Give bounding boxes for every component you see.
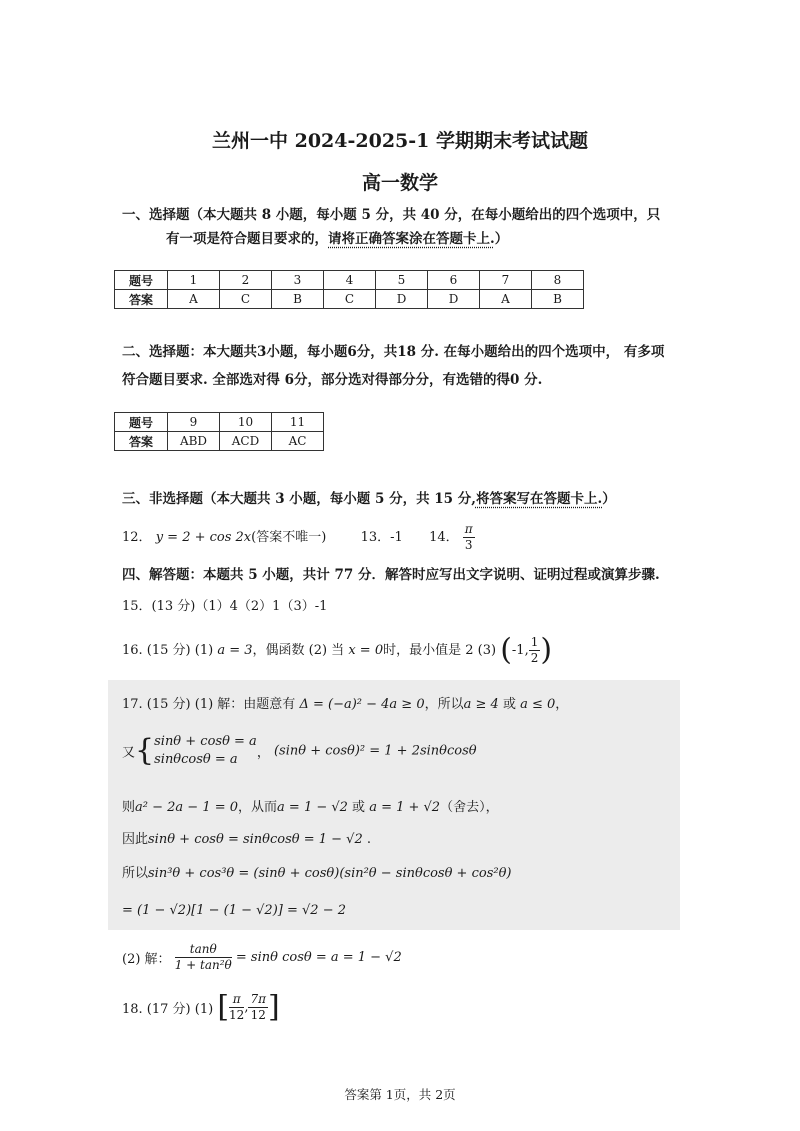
q12-number: 12． <box>122 530 152 545</box>
table-cell: 10 <box>220 413 272 432</box>
q18-a-numerator: π <box>229 992 244 1008</box>
section3-dotted: 将答案写在答题卡上. <box>475 491 603 507</box>
q16-interval-left: -1, <box>511 643 529 658</box>
page-footer: 答案第 1页，共 2页 <box>344 1087 456 1102</box>
q17-line5-prefix: 所以 <box>122 866 149 881</box>
table-cell: 5 <box>376 271 428 290</box>
q17-part2-prefix: (2) 解： <box>122 952 171 967</box>
q17-root2: a = 1 + √2 <box>369 800 441 815</box>
q17-identity: (sinθ + cosθ)² = 1 + 2sinθcosθ <box>273 743 477 759</box>
q14-denominator: 3 <box>464 538 473 552</box>
table-cell: 3 <box>272 271 324 290</box>
q17-system-eq1: sinθ + cosθ = a <box>154 734 257 749</box>
table-cell: 9 <box>168 413 220 432</box>
table-cell: 8 <box>532 271 584 290</box>
q17-line3 <box>122 796 499 815</box>
table-cell: B <box>272 290 324 309</box>
q16-answer: 16. (15 分) (1) a = 3，偶函数 (2) 当 x = 0时，最小值是 2 (3) (-1, $\frac{1}{2}$ ) <box>122 632 553 668</box>
q16-a: a = 3 <box>217 643 253 658</box>
section1-heading-line2 <box>166 227 508 247</box>
q17-line4 <box>122 828 371 847</box>
q15-answer: 15．(13 分)（1）4（2）1（3）-1 <box>122 599 328 614</box>
section3-heading <box>122 487 616 507</box>
section2-heading-line1: 二、选择题：本大题共3小题，每小题6分，共18 分. 在每小题给出的四个选项中， 有多项 <box>122 344 665 360</box>
q17-part2-rest: = sinθ cosθ = a = 1 − √2 <box>231 950 402 965</box>
q17-discriminant: Δ = (−a)² − 4a ≥ 0 <box>299 697 425 712</box>
table-cell: B <box>532 290 584 309</box>
q16-x: x = 0 <box>348 643 384 658</box>
table-cell: 2 <box>220 271 272 290</box>
section1-line2-plain: 有一项是符合题目要求的， <box>166 231 328 247</box>
q18-fraction-b <box>248 992 268 1023</box>
q17-part2-numerator: tanθ <box>175 942 232 958</box>
table-cell: ABD <box>168 432 220 451</box>
q17-line5-expr: sin³θ + cos³θ = (sinθ + cosθ)(sin²θ − sinθcosθ + cos²θ) <box>148 866 512 881</box>
q18-answer: 18. (17 分) (1) [ $\frac{\pi}{12}$ , $\frac{7\pi}{12}$ ] <box>122 989 280 1025</box>
q16-prefix: 16. (15 分) (1) <box>122 643 214 658</box>
q17-line4-expr: sinθ + cosθ = sinθcosθ = 1 − √2 <box>148 832 363 847</box>
table-cell: ACD <box>220 432 272 451</box>
q17-line1-prefix: 17. (15 分) (1) 解：由题意有 <box>122 697 296 712</box>
table-cell: 6 <box>428 271 480 290</box>
q17-cond2: a ≤ 0 <box>520 697 556 712</box>
q17-line4-prefix: 因此 <box>122 832 149 847</box>
q17-part2 <box>122 942 402 973</box>
q16-numerator: 1 <box>530 635 539 649</box>
table-cell: C <box>324 290 376 309</box>
answer-table-1 <box>114 270 584 309</box>
table-cell: 7 <box>480 271 532 290</box>
q14-fraction <box>463 522 475 553</box>
q17-or2: 或 <box>347 800 370 815</box>
q16-tail: 时，最小值是 2 (3) <box>383 643 497 658</box>
table-row <box>115 271 584 290</box>
table-cell: 1 <box>168 271 220 290</box>
q17-or1: 或 <box>498 697 521 712</box>
q12-note: (答案不唯一) <box>251 530 327 545</box>
table-cell: AC <box>272 432 324 451</box>
q13-answer: 13．-1 <box>360 530 403 545</box>
section1-line2-end: ） <box>494 231 509 247</box>
table-cell: A <box>480 290 532 309</box>
q17-system-eq2: sinθcosθ = a <box>154 752 238 767</box>
q17-part2-fraction <box>175 942 232 973</box>
table-row <box>115 432 324 451</box>
q16-mid: ，偶函数 (2) 当 <box>252 643 345 658</box>
q17-line1 <box>122 693 568 712</box>
table-header-cell: 答案 <box>115 432 168 451</box>
q16-denominator: 2 <box>530 651 539 665</box>
section2-heading-line2: 符合题目要求. 全部选对得 6分，部分选对得部分分，有选错的得0 分. <box>122 372 543 388</box>
q17-line1-end: ， <box>555 697 569 712</box>
q18-a-denominator: 12 <box>229 1008 245 1022</box>
section3-plain: 三、非选择题（本大题共 3 小题，每小题 5 分，共 15 分, <box>122 491 476 507</box>
q18-b-numerator: 7π <box>250 992 266 1006</box>
table-header-cell: 题号 <box>115 271 168 290</box>
q17-line3-prefix: 则 <box>122 800 136 815</box>
q14-numerator: π <box>464 522 473 536</box>
q17-line5 <box>122 862 511 881</box>
q17-sys-comma: ， <box>256 745 270 761</box>
q18-prefix: 18. (17 分) (1) <box>122 1002 214 1017</box>
q17-line1-mid: ，所以 <box>424 697 464 712</box>
page-subtitle: 高一数学 <box>361 172 438 194</box>
q17-quadratic: a² − 2a − 1 = 0 <box>135 800 239 815</box>
table-row <box>115 413 324 432</box>
answer-table-2 <box>114 412 324 451</box>
q14-number: 14． <box>429 530 459 545</box>
section1-line2-dotted: 请将正确答案涂在答题卡上. <box>328 231 495 247</box>
q17-line2: 又{ sinθ + cosθ = a sinθcosθ = a ， (sinθ + cosθ)² = 1 + 2sinθcosθ <box>122 733 477 768</box>
table-header-cell: 答案 <box>115 290 168 309</box>
q12-expression: y = 2 + cos 2x <box>155 530 252 545</box>
q17-line4-end: . <box>362 832 372 847</box>
table-cell: 11 <box>272 413 324 432</box>
q17-line3-end: （舍去）， <box>440 800 499 815</box>
page-title: 兰州一中 2024-2025-1 学期期末考试试题 <box>212 130 588 152</box>
q17-you: 又 <box>122 745 136 761</box>
table-cell: 4 <box>324 271 376 290</box>
table-header-cell: 题号 <box>115 413 168 432</box>
q17-root1: a = 1 − √2 <box>277 800 348 815</box>
table-cell: D <box>376 290 428 309</box>
section3-end: ） <box>602 491 616 507</box>
q18-fraction-a <box>229 992 244 1023</box>
q18-b-denominator: 12 <box>250 1008 266 1022</box>
table-cell: D <box>428 290 480 309</box>
section1-heading-line1: 一、选择题（本大题共 8 小题，每小题 5 分，共 40 分，在每小题给出的四个选项中，只 <box>122 207 661 223</box>
q17-cond1: a ≥ 4 <box>463 697 499 712</box>
table-cell: C <box>220 290 272 309</box>
answers-12-14 <box>122 522 475 553</box>
table-row <box>115 290 584 309</box>
section4-heading: 四、解答题：本题共 5 小题，共计 77 分．解答时应写出文字说明、证明过程或演算步骤. <box>122 567 660 583</box>
q17-line6 <box>122 903 346 918</box>
q17-part2-denominator: 1 + tan²θ <box>174 958 232 972</box>
q17-line6-expr: = (1 − √2)[1 − (1 − √2)] = √2 − 2 <box>122 903 346 918</box>
q17-line3-mid: ，从而 <box>238 800 278 815</box>
table-cell: A <box>168 290 220 309</box>
q16-fraction <box>529 635 541 666</box>
